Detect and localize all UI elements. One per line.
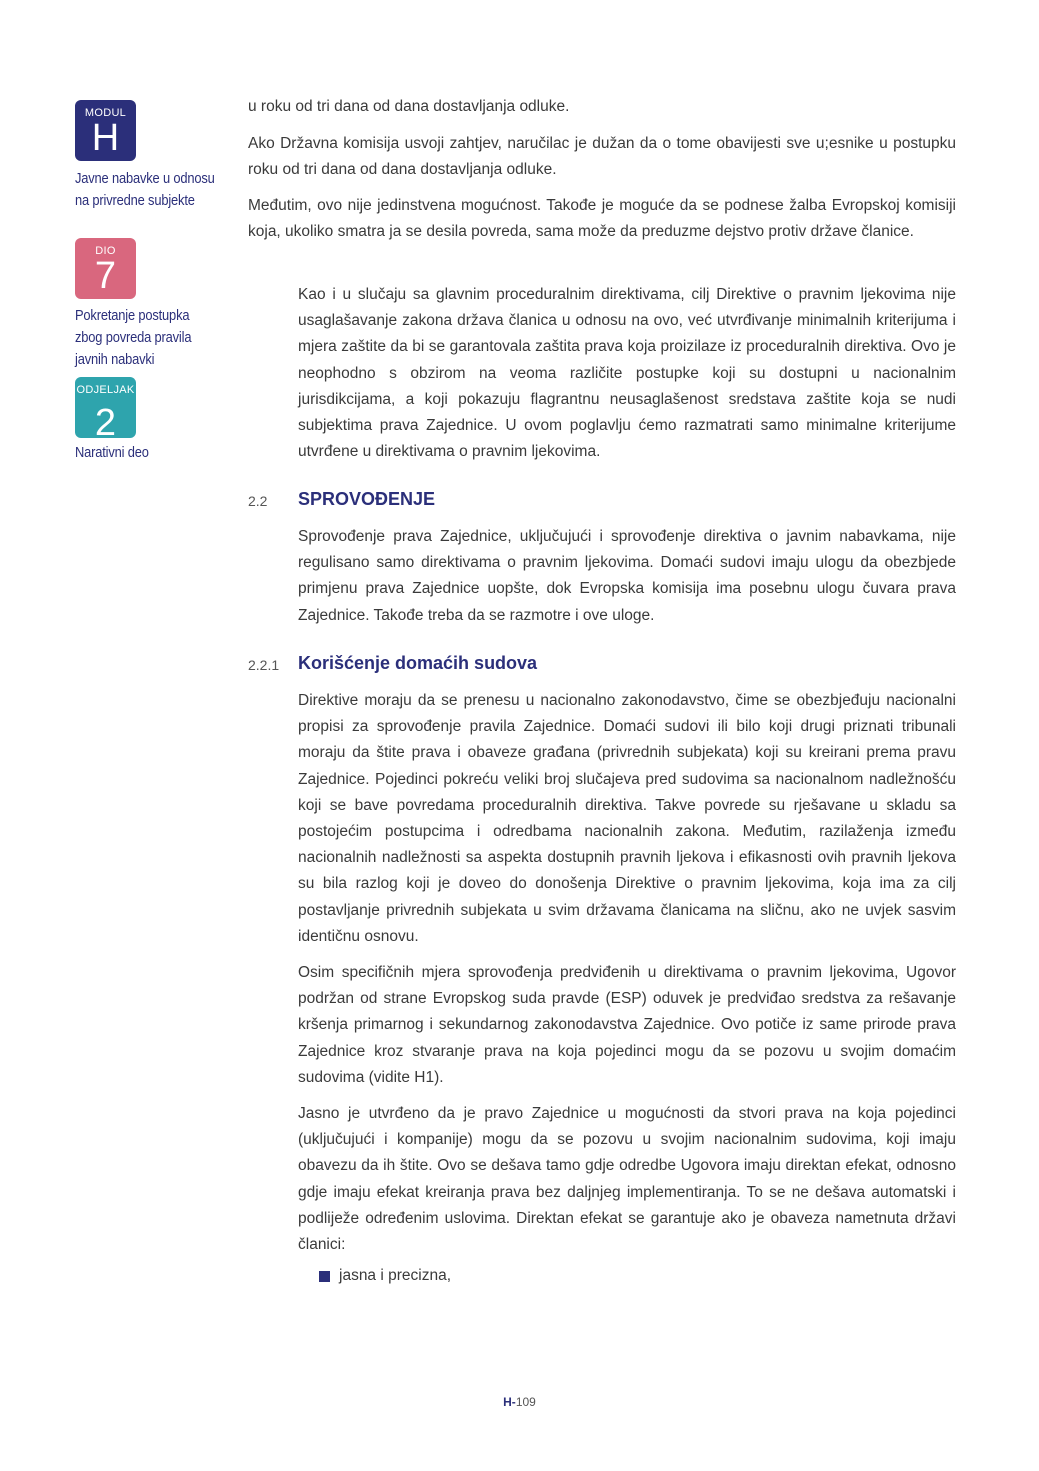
dio-title: Pokretanje postupka zbog povreda pravila javnih nabavki (75, 307, 192, 368)
paragraph-3: Međutim, ovo nije jedinstvena mogućnost. Takođe je moguće da se podnese žalba Evropskoj komisiji koja, ukoliko smatra ja se desila povreda, sama može da preduzme dejstvo protiv države članice. (248, 197, 956, 241)
odjeljak-value: 2 (94, 402, 117, 438)
paragraph-5: Sprovođenje prava Zajednice, uključujući i sprovođenje direktiva o javnim nabavkama, nije regulisano samo direktivama o pravnim ljekovima. Domaći sudovi imaju ulogu da obezbjede primjenu prava Zajednice uopšte, dok Evropska komisija ima posebnu ulogu čuvara prava Zajednice. Takođe treba da se razmotre i ove uloge. (298, 528, 956, 624)
odjeljak-title: Narativni deo (75, 444, 149, 461)
modul-value: H (91, 117, 120, 159)
page-number: 109 (515, 1395, 536, 1409)
subsection-title: Korišćenje domaćih sudova (298, 653, 538, 673)
paragraph-7: Osim specifičnih mjera sprovođenja predviđenih u direktivama o pravnim ljekovima, Ugovor podržan od strane Evropskog suda pravde (ESP) oduvek je predviđao sredstva za rešavanje kršenja primarnog i sekundarnog zakonodavstva Zajednice. Ovo potiče iz same prirode prava Zajednice kroz stvaranje prava na koja pojedinci mogu da se pozovu u svojim domaćim sudovima (vidite H1). (298, 964, 956, 1086)
page-footer (0, 1395, 1039, 1409)
paragraph-6: Direktive moraju da se prenesu u nacionalno zakonodavstvo, čime se obezbjeđuju nacionalni propisi za sprovođenje pravila Zajednice. Domaći sudovi ili bilo koji drugi priznati tribunali moraju da štite prava i obaveze građana (privrednih subjekata) koji su kreirani prema pravu Zajednice. Pojedinci pokreću veliki broj slučajeva pred sudovima sa nacionalnom nadležnošću koji se bave povredama proceduralnih direktiva. Takve povrede su rješavane u skladu sa postojećim postupcima i odredbama nacionalnih zakona. Međutim, razilaženja između nacionalnih nadležnosti sa aspekta dostupnih pravnih ljekova i efikasnosti ovih pravnih ljekova su bila razlog koji je doveo do donošenja Direktive o pravnim ljekovima, koja ima za cilj postavljanje privrednih subjekata u svim državama članicama na sličnu, ako ne uvjek sasvim identičnu osnovu. (298, 692, 956, 945)
paragraph-2: Ako Državna komisija usvoji zahtjev, naručilac je dužan da o tome obavijesti sve u;esnike u postupku roku od tri dana od dana dostavljanja odluke. (248, 135, 956, 179)
odjeljak-badge (75, 377, 136, 438)
dio-label: DIO (95, 245, 116, 257)
modul-label: MODUL (84, 107, 127, 119)
subsection-number: 2.2.1 (248, 657, 280, 673)
section-number: 2.2 (248, 493, 268, 509)
modul-title: Javne nabavke u odnosu na privredne subjekte (75, 170, 215, 209)
modul-badge (75, 100, 136, 161)
paragraph-1: u roku od tri dana od dana dostavljanja odluke. (248, 98, 570, 115)
paragraph-8: Jasno je utvrđeno da je pravo Zajednice u mogućnosti da stvori prava na koja pojedinci (uključujući i kompanije) mogu da se pozovu u svojim nacionalnim sudovima, koji imaju obavezu da ih štite. Ovo se dešava tamo gdje odredbe Ugovora imaju direktan efekat, odnosno gdje imaju efekat kreiranja prava bez daljnjeg implementiranja. To se ne dešava automatski i podliježe određenim uslovima. Direktan efekat se garantuje ako je obaveza nametnuta državi članici: (298, 1105, 956, 1254)
bullet-item-1: jasna i precizna, (339, 1267, 452, 1284)
paragraph-4: Kao i u slučaju sa glavnim proceduralnim direktivama, cilj Direktive o pravnim ljekovima nije usaglašavanje zakona država članica u odnosu na ovo, već utvrđivanje minimalnih kriterijuma i mjera zaštite da bi se garantovala zaštita prava koja proizilaze iz proceduralnih direktiva. Ovo je neophodno s obzirom na veoma različite postupke koji su dostupni u nacionalnim jurisdikcijama, a koji pokazuju flagrantnu neusaglašenost sredstava zaštite koja se nudi subjektima prava Zajednice. U ovom poglavlju ćemo razmatrati samo minimalne kriterijume utvrđene u direktivama o pravnim ljekovima. (298, 286, 956, 461)
footer-prefix: H- (503, 1395, 516, 1409)
section-title: SPROVOĐENJE (298, 489, 436, 509)
dio-badge (75, 238, 136, 299)
odjeljak-label: ODJELJAK (76, 384, 135, 396)
bullet-square-icon (319, 1271, 330, 1282)
dio-value: 7 (94, 255, 117, 297)
